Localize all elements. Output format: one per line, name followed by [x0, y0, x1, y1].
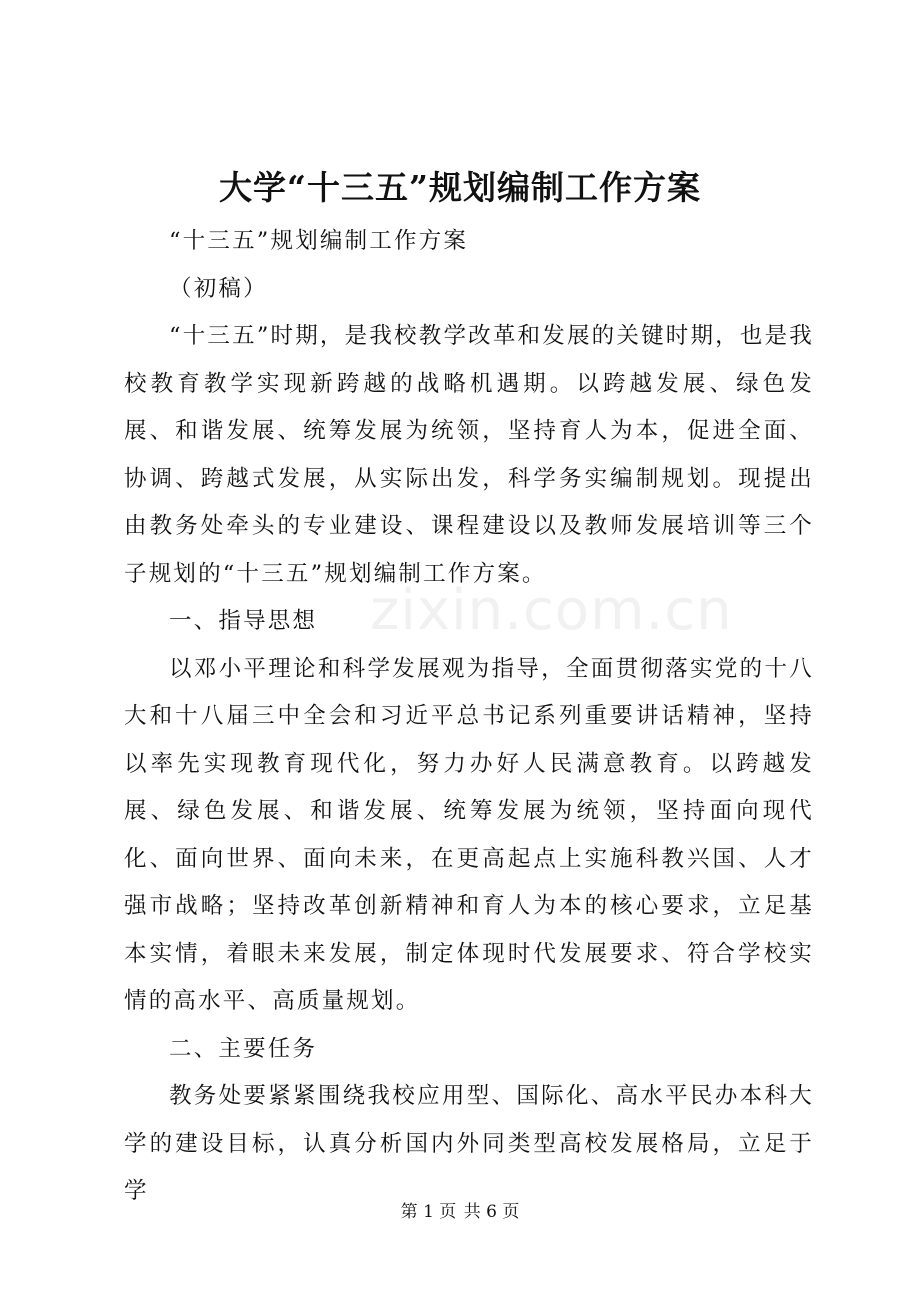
watermark: zixin.com.cn	[370, 578, 733, 643]
paragraph-intro: “十三五”时期，是我校教学改革和发展的关键时期，也是我校教育教学实现新跨越的战略机遇期。以跨越发展、绿色发展、和谐发展、统筹发展为统领，坚持育人为本，促进全面、协调、跨越式发展，从实际出发，科学务实编制规划。现提出由教务处牵头的专业建设、课程建设以及教师发展培训等三个子规划的“十三五”规划编制工作方案。	[124, 323, 814, 587]
paragraph-subtitle: “十三五”规划编制工作方案	[169, 228, 469, 254]
page-total: 共 6 页	[463, 1202, 520, 1222]
section-heading-guiding-ideology: 一、指导思想	[169, 608, 318, 634]
page-footer	[0, 1198, 920, 1226]
document-body	[124, 218, 814, 1216]
paragraph-guiding-ideology: 以邓小平理论和科学发展观为指导，全面贯彻落实党的十八大和十八届三中全会和习近平总书记系列重要讲话精神，坚持以率先实现教育现代化，努力办好人民满意教育。以跨越发展、绿色发展、和谐发展、统筹发展为统领，坚持面向现代化、面向世界、面向未来，在更高起点上实施科教兴国、人才强市战略；坚持改革创新精神和育人为本的核心要求，立足基本实情，着眼未来发展，制定体现时代发展要求、符合学校实情的高水平、高质量规划。	[124, 655, 814, 1014]
document-title: 大学“十三五”规划编制工作方案	[219, 168, 701, 207]
paragraph-draft-note: （初稿）	[169, 275, 268, 302]
paragraph-main-tasks: 教务处要紧紧围绕我校应用型、国际化、高水平民办本科大学的建设目标，认真分析国内外同类型高校发展格局，立足于学	[124, 1083, 814, 1204]
page-number: 第 1 页	[400, 1202, 457, 1222]
section-heading-main-tasks: 二、主要任务	[169, 1035, 318, 1062]
